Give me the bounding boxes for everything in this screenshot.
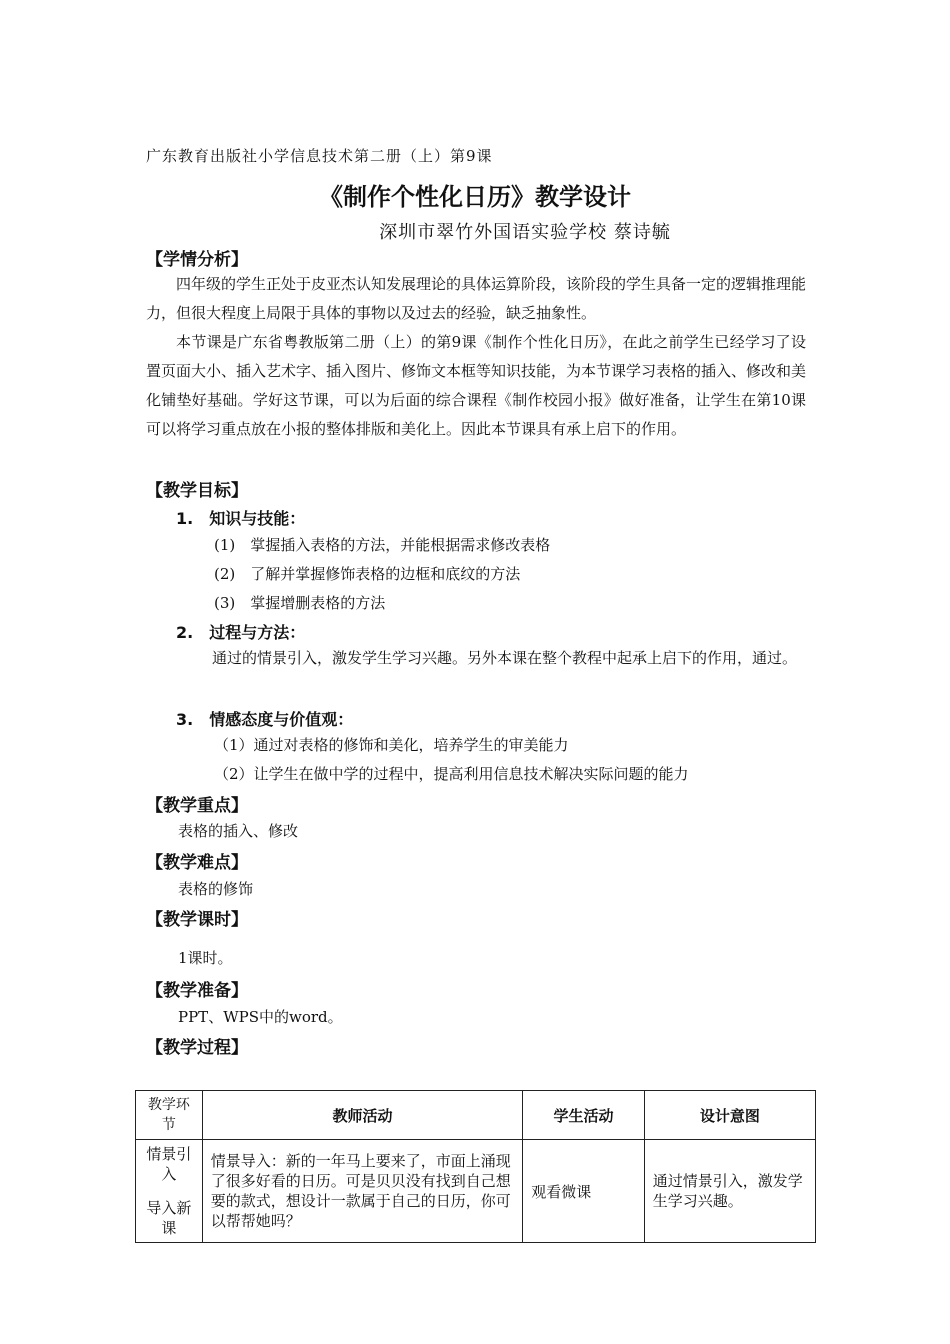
goal-3-item: （2）让学生在做中学的过程中，提高利用信息技术解决实际问题的能力 xyxy=(214,765,689,783)
table-cell-teacher: 情景导入：新的一年马上要来了，市面上涌现了很多好看的日历。可是贝贝没有找到自己想要的款式，想设计一款属于自己的日历，你可以帮帮她吗？ xyxy=(202,1140,522,1243)
analysis-paragraph-1: 四年级的学生正处于皮亚杰认知发展理论的具体运算阶段，该阶段的学生具备一定的逻辑推理能力，但很大程度上局限于具体的事物以及过去的经验，缺乏抽象性。 xyxy=(146,275,807,322)
author-line: 深圳市翠竹外国语实验学校 蔡诗毓 xyxy=(379,222,671,243)
table-header-cell: 教学环节 xyxy=(136,1091,203,1140)
table-header-row xyxy=(136,1091,816,1140)
analysis-paragraph-2: 本节课是广东省粤教版第二册（上）的第9课《制作个性化日历》，在此之前学生已经学习了设置页面大小、插入艺术字、插入图片、修饰文本框等知识技能，为本节课学习表格的插入、修改和美化铺垫好基础。学好这节课，可以为后面的综合课程《制作校园小报》做好准备，让学生在第10课可以将学习重点放在小报的整体排版和美化上。因此本节课具有承上启下的作用。 xyxy=(146,333,807,438)
table-cell-intent: 通过情景引入，激发学生学习兴趣。 xyxy=(644,1140,815,1243)
table-row xyxy=(136,1140,816,1243)
goal-3-item: （1）通过对表格的修饰和美化，培养学生的审美能力 xyxy=(214,736,569,754)
course-header: 广东教育出版社小学信息技术第二册（上）第9课 xyxy=(146,147,493,165)
section-heading-key: 【教学重点】 xyxy=(146,796,248,816)
table-cell-student: 观看微课 xyxy=(523,1140,644,1243)
section-heading-prep: 【教学准备】 xyxy=(146,981,248,1001)
section-heading-goals: 【教学目标】 xyxy=(146,481,248,501)
table-cell-stage xyxy=(136,1140,203,1243)
section-heading-difficult: 【教学难点】 xyxy=(146,853,248,873)
key-text: 表格的插入、修改 xyxy=(178,822,299,840)
goal-1-item: (1) 掌握插入表格的方法，并能根据需求修改表格 xyxy=(214,536,551,554)
goal-3-title: 3. 情感态度与价值观： xyxy=(176,710,354,729)
goal-2-title: 2. 过程与方法： xyxy=(176,623,306,642)
prep-text: PPT、WPS中的word。 xyxy=(178,1008,343,1026)
table-header-cell: 设计意图 xyxy=(644,1091,815,1140)
table-header-cell: 教师活动 xyxy=(202,1091,522,1140)
goal-1-item: (2) 了解并掌握修饰表格的边框和底纹的方法 xyxy=(214,565,521,583)
section-heading-process: 【教学过程】 xyxy=(146,1038,248,1058)
hours-text: 1课时。 xyxy=(178,949,233,967)
table-header-cell: 学生活动 xyxy=(523,1091,644,1140)
document-title: 《制作个性化日历》教学设计 xyxy=(319,183,631,211)
section-heading-hours: 【教学课时】 xyxy=(146,910,248,930)
difficult-text: 表格的修饰 xyxy=(178,880,254,898)
stage-label: 情景引入 xyxy=(146,1145,192,1183)
goal-1-item: (3) 掌握增删表格的方法 xyxy=(214,594,386,612)
process-table xyxy=(135,1090,816,1243)
goal-1-title: 1. 知识与技能： xyxy=(176,509,306,528)
section-heading-analysis: 【学情分析】 xyxy=(146,250,248,270)
goal-2-text: 通过的情景引入，激发学生学习兴趣。另外本课在整个教程中起承上启下的作用，通过。 xyxy=(212,649,798,667)
stage-label: 导入新课 xyxy=(146,1199,192,1237)
